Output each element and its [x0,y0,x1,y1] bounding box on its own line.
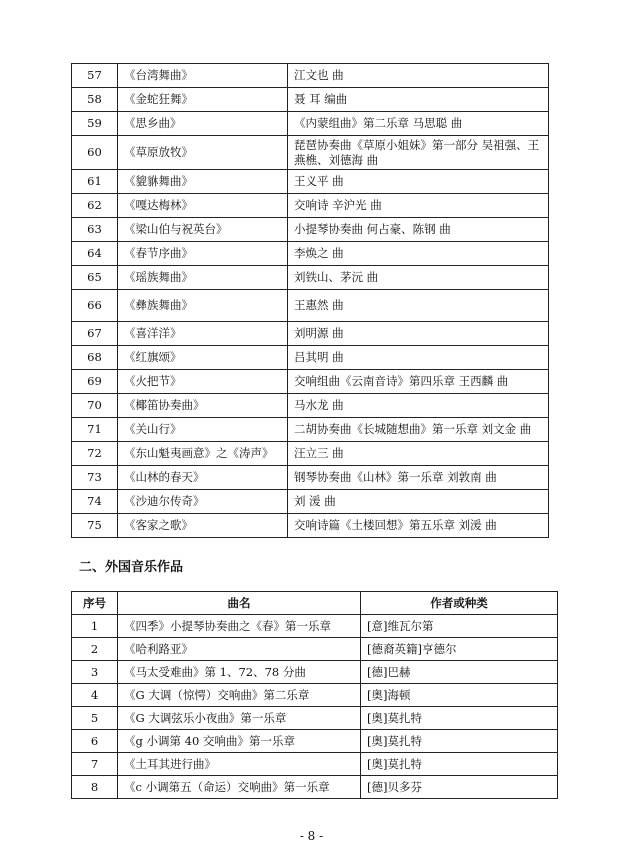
table-row [72,64,549,88]
work-author: 小提琴协奏曲 何占豪、陈钢 曲 [288,218,549,242]
work-author: 江文也 曲 [288,64,549,88]
table-header-row [72,592,558,615]
work-title: 《台湾舞曲》 [118,64,288,88]
row-number: 3 [72,661,118,684]
work-author: 吕其明 曲 [288,346,549,370]
work-title: 《G 大调（惊愕）交响曲》第二乐章 [118,684,361,707]
work-author: 王惠然 曲 [288,290,549,322]
table-row [72,394,549,418]
table-row [72,322,549,346]
row-number: 6 [72,730,118,753]
row-number: 62 [72,194,118,218]
row-number: 64 [72,242,118,266]
work-title: 《梁山伯与祝英台》 [118,218,288,242]
table-row [72,194,549,218]
page-number: - 8 - [299,829,324,843]
work-author: 刘铁山、茅沅 曲 [288,266,549,290]
row-number: 71 [72,418,118,442]
work-title: 《客家之歌》 [118,514,288,538]
column-header-number: 序号 [72,592,118,615]
work-title: 《火把节》 [118,370,288,394]
table-row [72,638,558,661]
work-author: 《内蒙组曲》第二乐章 马思聪 曲 [288,112,549,136]
row-number: 8 [72,776,118,799]
work-author: [德]巴赫 [361,661,558,684]
work-title: 《土耳其进行曲》 [118,753,361,776]
work-author: 交响诗 辛沪光 曲 [288,194,549,218]
row-number: 59 [72,112,118,136]
row-number: 57 [72,64,118,88]
row-number: 61 [72,170,118,194]
work-author: 刘明源 曲 [288,322,549,346]
table-row [72,418,549,442]
work-title: 《春节序曲》 [118,242,288,266]
work-author: [奥]海顿 [361,684,558,707]
table-row [72,290,549,322]
work-title: 《瑶族舞曲》 [118,266,288,290]
table-row [72,242,549,266]
work-author: [奥]莫扎特 [361,753,558,776]
work-author: 汪立三 曲 [288,442,549,466]
table-row [72,661,558,684]
table-row [72,684,558,707]
work-author: 王义平 曲 [288,170,549,194]
work-author: [奥]莫扎特 [361,707,558,730]
work-title: 《红旗颂》 [118,346,288,370]
row-number: 58 [72,88,118,112]
row-number: 66 [72,290,118,322]
work-author: [奥]莫扎特 [361,730,558,753]
work-title: 《G 大调弦乐小夜曲》第一乐章 [118,707,361,730]
work-author: [德裔英籍]亨德尔 [361,638,558,661]
work-title: 《金蛇狂舞》 [118,88,288,112]
row-number: 70 [72,394,118,418]
table-row [72,266,549,290]
table-row [72,776,558,799]
foreign-works-table [71,591,558,799]
work-title: 《貔貅舞曲》 [118,170,288,194]
row-number: 65 [72,266,118,290]
work-title: 《c 小调第五（命运）交响曲》第一乐章 [118,776,361,799]
column-header-author: 作者或种类 [361,592,558,615]
row-number: 73 [72,466,118,490]
work-author: 交响组曲《云南音诗》第四乐章 王西麟 曲 [288,370,549,394]
table-row [72,730,558,753]
work-title: 《g 小调第 40 交响曲》第一乐章 [118,730,361,753]
table-row [72,514,549,538]
work-title: 《草原放牧》 [118,136,288,170]
table-row [72,490,549,514]
section-heading: 二、外国音乐作品 [79,560,184,575]
row-number: 2 [72,638,118,661]
work-title: 《沙迪尔传奇》 [118,490,288,514]
work-author: 钢琴协奏曲《山林》第一乐章 刘敦南 曲 [288,466,549,490]
table-row [72,346,549,370]
row-number: 68 [72,346,118,370]
table-row [72,136,549,170]
row-number: 69 [72,370,118,394]
work-author: 马水龙 曲 [288,394,549,418]
row-number: 5 [72,707,118,730]
work-author: 李焕之 曲 [288,242,549,266]
domestic-works-table [71,63,549,538]
table-row [72,170,549,194]
row-number: 63 [72,218,118,242]
table-row [72,707,558,730]
work-author: [意]维瓦尔第 [361,615,558,638]
table-row [72,370,549,394]
work-author: 琵琶协奏曲《草原小姐妹》第一部分 吴祖强、王燕樵、刘德海 曲 [288,136,549,170]
work-title: 《椰笛协奏曲》 [118,394,288,418]
column-header-title: 曲名 [118,592,361,615]
table-row [72,466,549,490]
row-number: 7 [72,753,118,776]
row-number: 72 [72,442,118,466]
work-author: 二胡协奏曲《长城随想曲》第一乐章 刘文金 曲 [288,418,549,442]
work-title: 《思乡曲》 [118,112,288,136]
table-row [72,753,558,776]
work-author: 聂 耳 编曲 [288,88,549,112]
work-author: 刘 湲 曲 [288,490,549,514]
table-row [72,112,549,136]
table-row [72,218,549,242]
row-number: 1 [72,615,118,638]
work-title: 《哈利路亚》 [118,638,361,661]
row-number: 75 [72,514,118,538]
work-author: 交响诗篇《土楼回想》第五乐章 刘湲 曲 [288,514,549,538]
table-row [72,442,549,466]
row-number: 4 [72,684,118,707]
work-title: 《四季》小提琴协奏曲之《春》第一乐章 [118,615,361,638]
table-row [72,88,549,112]
work-author: [德]贝多芬 [361,776,558,799]
work-title: 《嘎达梅林》 [118,194,288,218]
work-title: 《关山行》 [118,418,288,442]
work-title: 《彝族舞曲》 [118,290,288,322]
work-title: 《东山魁夷画意》之《涛声》 [118,442,288,466]
work-title: 《马太受难曲》第 1、72、78 分曲 [118,661,361,684]
row-number: 67 [72,322,118,346]
table-row [72,615,558,638]
row-number: 60 [72,136,118,170]
work-title: 《山林的春天》 [118,466,288,490]
work-title: 《喜洋洋》 [118,322,288,346]
row-number: 74 [72,490,118,514]
